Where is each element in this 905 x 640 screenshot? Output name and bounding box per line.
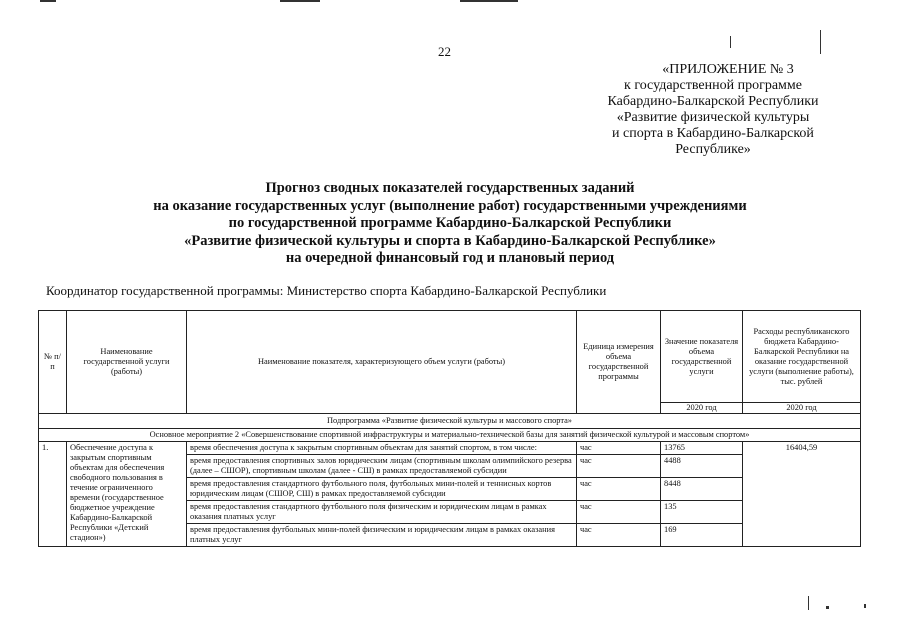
indicator-unit: час	[577, 478, 661, 501]
appendix-line: к государственной программе	[624, 78, 802, 93]
header-num: № п/п	[39, 311, 67, 414]
appendix-line: и спорта в Кабардино-Балкарской	[612, 126, 814, 141]
indicator-unit: час	[577, 455, 661, 478]
header-value: Значение показателя объема государственной услуги	[661, 311, 743, 403]
coordinator-line: Координатор государственной программы: Министерство спорта Кабардино-Балкарской Республики	[46, 283, 607, 298]
indicator-unit: час	[577, 501, 661, 524]
title-line: по государственной программе Кабардино-Балкарской Республики	[228, 215, 672, 231]
appendix-note	[593, 62, 833, 158]
appendix-line: Кабардино-Балкарской Республики	[607, 94, 819, 109]
indicator-unit: час	[577, 442, 661, 455]
main-event-row	[39, 429, 861, 442]
appendix-line: Республике»	[675, 142, 751, 157]
indicator-value: 13765	[661, 442, 743, 455]
subprogram-label: Подпрограмма «Развитие физической культуры и массового спорта»	[39, 414, 861, 429]
header-indicator: Наименование показателя, характеризующего объем услуги (работы)	[187, 311, 577, 414]
title-line: на очередной финансовый год и плановый период	[285, 250, 615, 266]
title-line: Прогноз сводных показателей государственных заданий	[265, 180, 635, 196]
indicator-text: время предоставления спортивных залов юридическим лицам (спортивным школам олимпийского резерва (далее – СШОР), спортивным школам (далее - СШ) в рамках предоставляемой субсидии	[187, 455, 577, 478]
indicator-text: время обеспечения доступа к закрытым спортивным объектам для занятий спортом, в том числе:	[187, 442, 577, 455]
title-line: «Развитие физической культуры и спорта в Кабардино-Балкарской Республике»	[184, 232, 716, 249]
indicator-value: 8448	[661, 478, 743, 501]
header-expenses: Расходы республиканского бюджета Кабардино-Балкарской Республики на оказание государственной услуги (выполнение работы), тыс. рублей	[743, 311, 861, 403]
appendix-line: «Развитие физической культуры	[616, 110, 810, 125]
indicator-value: 135	[661, 501, 743, 524]
indicator-value: 4488	[661, 455, 743, 478]
header-unit: Единица измерения объема государственной программы	[577, 311, 661, 414]
header-expenses-year: 2020 год	[743, 403, 861, 414]
header-value-year: 2020 год	[661, 403, 743, 414]
row-expenses: 16404,59	[743, 442, 861, 547]
appendix-line: «ПРИЛОЖЕНИЕ № 3	[662, 62, 794, 77]
table-row	[39, 442, 861, 455]
indicator-unit: час	[577, 524, 661, 547]
indicator-text: время предоставления футбольных мини-полей физическим и юридическим лицам в рамках оказания платных услуг	[187, 524, 577, 547]
main-event-label: Основное мероприятие 2 «Совершенствование спортивной инфраструктуры и материально-технической базы для занятий физической культурой и массовым спортом»	[39, 429, 861, 442]
document-title	[60, 180, 840, 268]
row-service: Обеспечение доступа к закрытым спортивным объектам для обеспечения свободного пользования в течение ограниченного времени (государственное бюджетное учреждение Кабардино-Балкарской Республики «Детский стадион»)	[67, 442, 187, 547]
header-service: Наименование государственной услуги (работы)	[67, 311, 187, 414]
title-line: на оказание государственных услуг (выполнение работ) государственными учреждениями	[153, 197, 747, 214]
indicator-value: 169	[661, 524, 743, 547]
page-number: 22	[438, 44, 451, 59]
indicator-text: время предоставления стандартного футбольного поля, футбольных мини-полей и теннисных кортов юридическим лицам (СШОР, СШ) в рамках предоставляемой субсидии	[187, 478, 577, 501]
header-row	[39, 311, 861, 403]
subprogram-row	[39, 414, 861, 429]
indicators-table	[38, 310, 861, 547]
row-num: 1.	[39, 442, 67, 547]
indicator-text: время предоставления стандартного футбольного поля физическим и юридическим лицам в рамках оказания платных услуг	[187, 501, 577, 524]
